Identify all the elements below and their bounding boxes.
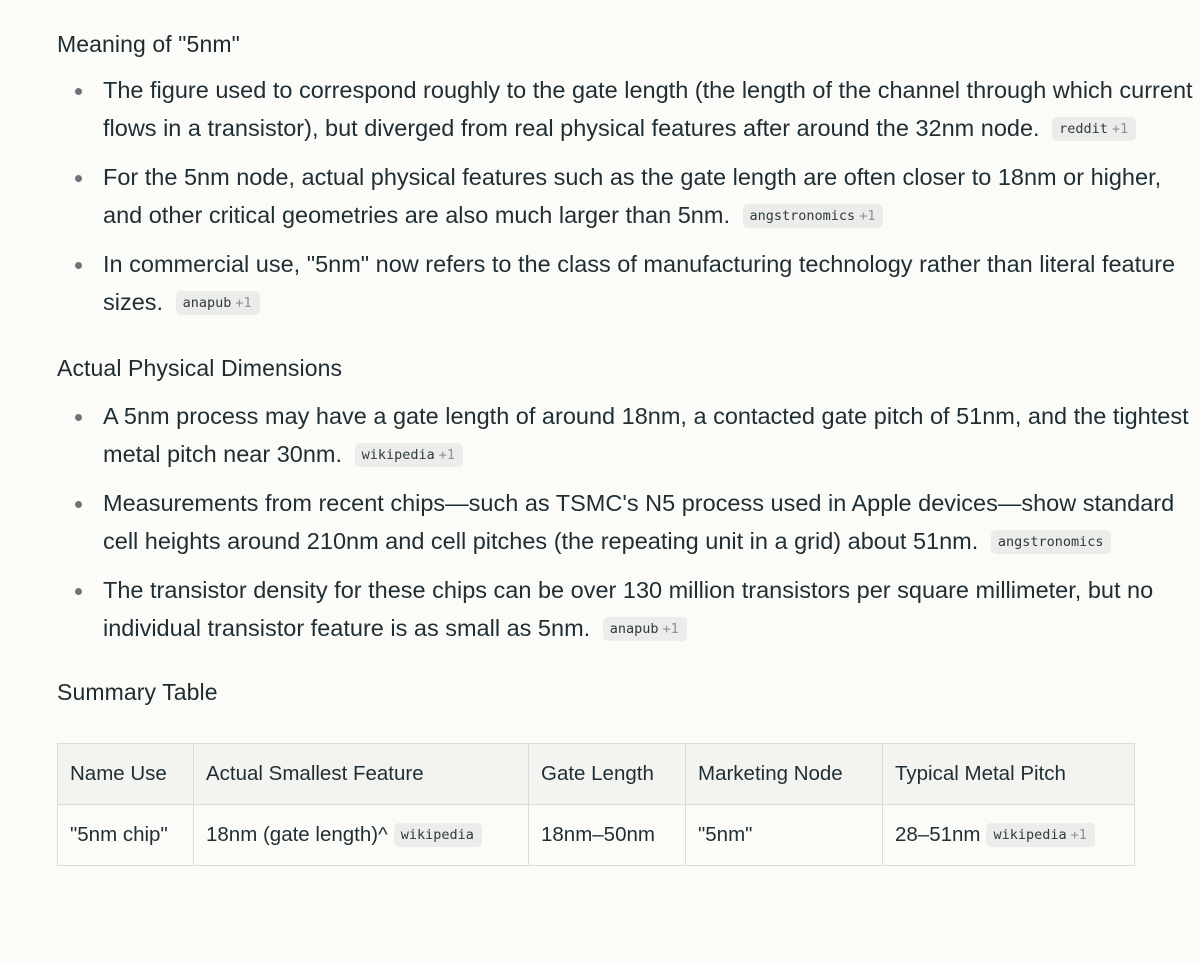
column-header: Typical Metal Pitch (883, 744, 1135, 805)
bullet-text: Measurements from recent chips—such as TSMC's N5 process used in Apple devices—show standard cell heights around 210nm and cell pitches (the repeating unit in a grid) about 51nm. (103, 490, 1175, 554)
citation-source: reddit (1059, 121, 1108, 137)
table-cell-metal-pitch (883, 805, 1135, 866)
column-header: Name Use (58, 744, 194, 805)
citation-extra-count: +1 (438, 447, 455, 463)
cell-text: 28–51nm (895, 823, 981, 846)
bullet-dot (75, 588, 82, 595)
table-cell-gate-length: 18nm–50nm (529, 805, 686, 866)
column-header: Marketing Node (686, 744, 883, 805)
section-heading-dimensions: Actual Physical Dimensions (57, 355, 343, 381)
section-heading-meaning: Meaning of "5nm" (57, 31, 240, 57)
column-header: Gate Length (529, 744, 686, 805)
list-item (57, 245, 1193, 321)
citation-extra-count: +1 (1070, 827, 1087, 843)
bullet-text: The transistor density for these chips can be over 130 million transistors per square millimeter, but no individual transistor feature is as small as 5nm. (103, 577, 1154, 641)
bullet-dot (75, 501, 82, 508)
bullet-dot (75, 414, 82, 421)
column-header: Actual Smallest Feature (194, 744, 529, 805)
table-cell-marketing-node: "5nm" (686, 805, 883, 866)
citation-extra-count: +1 (662, 621, 679, 637)
list-item (57, 397, 1193, 473)
citation-source: wikipedia (993, 827, 1067, 843)
citation-chip[interactable] (176, 291, 260, 315)
list-item (57, 484, 1193, 560)
citation-chip[interactable] (355, 443, 463, 467)
bullet-text: The figure used to correspond roughly to the gate length (the length of the channel through which current flows in a transistor), but diverged from real physical features after around the 32nm node. (103, 77, 1193, 141)
table-row (58, 805, 1135, 866)
cell-text: 18nm (gate length)^ (206, 823, 388, 846)
citation-chip[interactable] (603, 617, 687, 641)
citation-source: anapub (609, 621, 659, 637)
list-item (57, 571, 1193, 647)
citation-extra-count: +1 (859, 208, 876, 224)
list-item (57, 71, 1193, 147)
section-heading-summary: Summary Table (57, 679, 218, 705)
citation-source: angstronomics (749, 208, 856, 224)
citation-chip[interactable] (743, 204, 884, 228)
table-cell-name-use: "5nm chip" (58, 805, 194, 866)
citation-extra-count: +1 (1111, 121, 1129, 137)
citation-source: wikipedia (400, 827, 474, 843)
summary-table (57, 743, 1135, 866)
bullet-list-dimensions (57, 397, 1200, 647)
bullet-text: In commercial use, "5nm" now refers to the class of manufacturing technology rather than literal feature sizes. (103, 251, 1176, 315)
citation-source: anapub (182, 295, 232, 311)
bullet-text: A 5nm process may have a gate length of around 18nm, a contacted gate pitch of 51nm, and the tightest metal pitch near 30nm. (103, 403, 1189, 467)
bullet-list-meaning (57, 71, 1200, 321)
citation-chip[interactable] (986, 823, 1094, 847)
bullet-dot (75, 88, 82, 95)
citation-extra-count: +1 (235, 295, 252, 311)
bullet-dot (75, 175, 82, 182)
citation-chip[interactable] (394, 823, 482, 847)
bullet-dot (75, 262, 82, 269)
citation-chip[interactable] (1052, 117, 1136, 141)
list-item (57, 158, 1193, 234)
table-cell-smallest-feature (194, 805, 529, 866)
table-header-row (58, 744, 1135, 805)
citation-source: wikipedia (361, 447, 435, 463)
bullet-text: For the 5nm node, actual physical features such as the gate length are often closer to 18nm or higher, and other critical geometries are also much larger than 5nm. (103, 164, 1162, 228)
citation-source: angstronomics (997, 534, 1104, 550)
citation-chip[interactable] (991, 530, 1112, 554)
